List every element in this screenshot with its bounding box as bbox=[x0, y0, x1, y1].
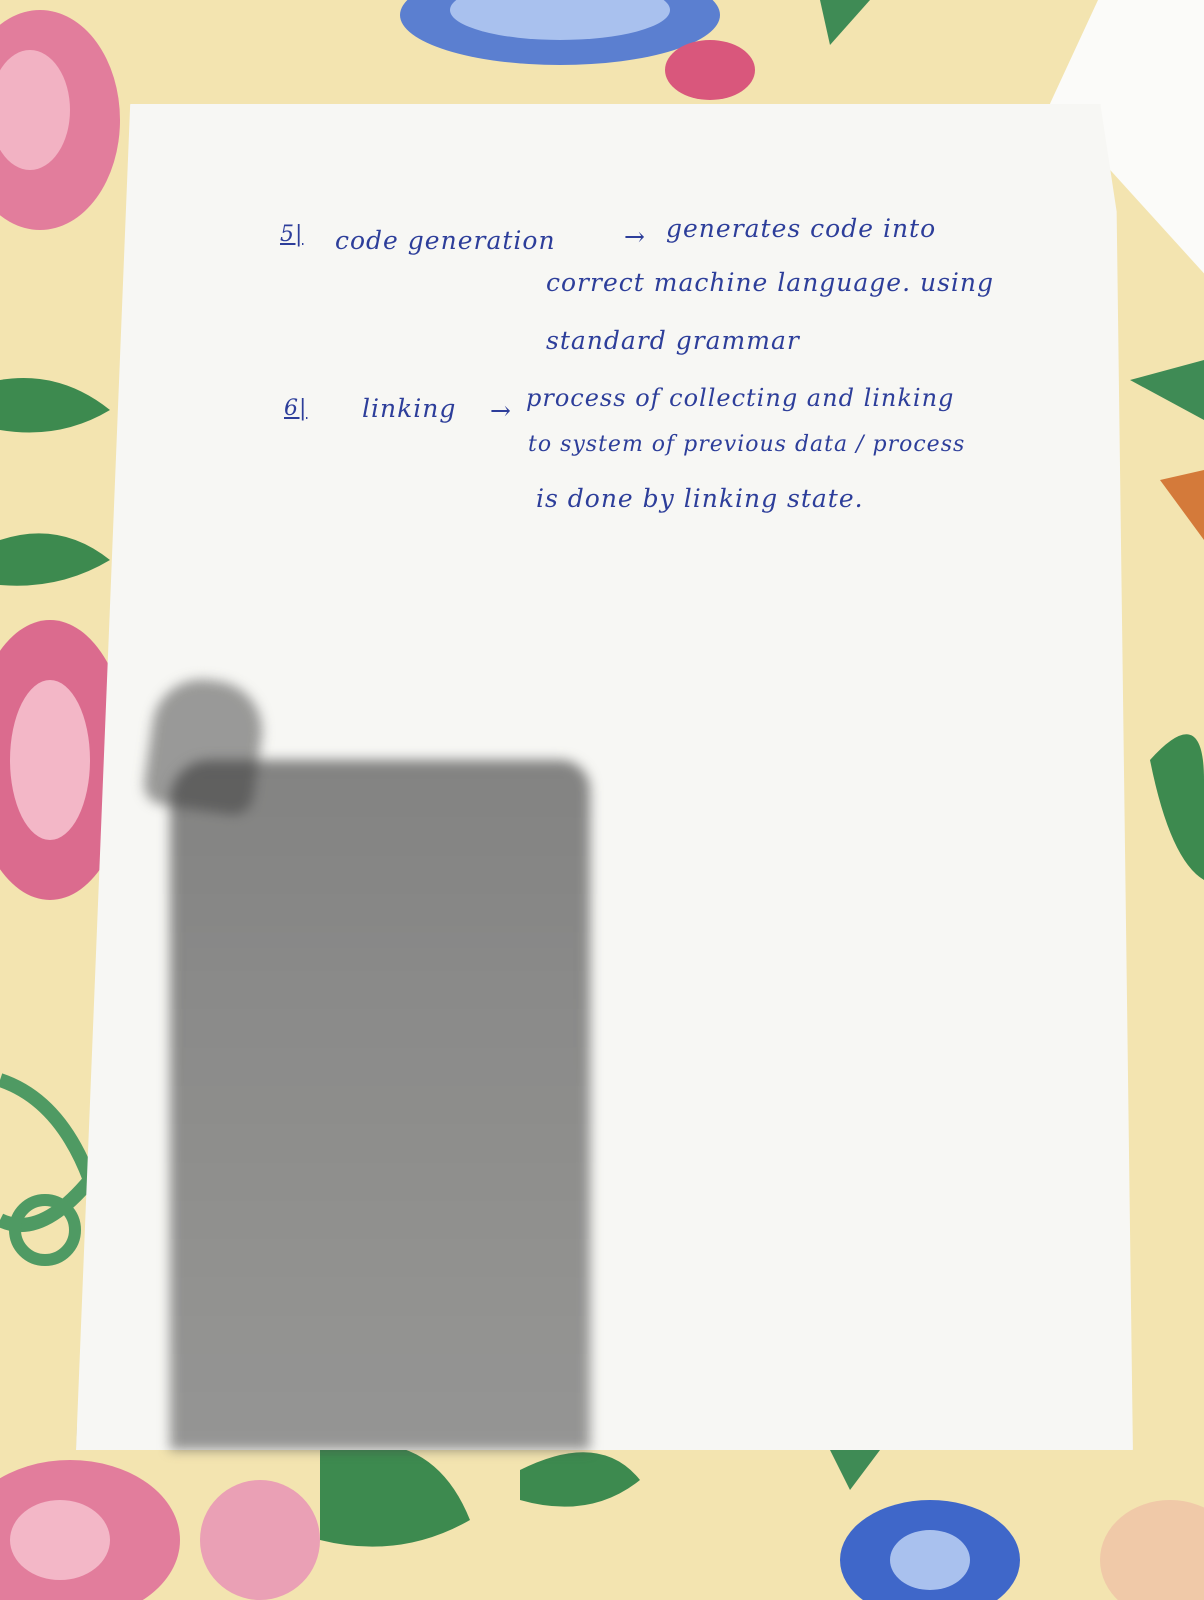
item-5-line-3: standard grammar bbox=[546, 326, 800, 355]
item-5-arrow: → bbox=[624, 222, 646, 251]
item-6-line-1: process of collecting and linking bbox=[526, 384, 955, 412]
item-5-line-2: correct machine language. using bbox=[546, 268, 995, 297]
item-5-term: code generation bbox=[335, 226, 556, 255]
item-6-line-2: to system of previous data / process bbox=[528, 432, 966, 457]
item-6-number: 6| bbox=[284, 396, 308, 421]
item-5-number: 5| bbox=[280, 222, 304, 247]
item-6-line-3: is done by linking state. bbox=[536, 484, 864, 513]
item-5-line-1: generates code into bbox=[666, 214, 937, 243]
item-6-arrow: → bbox=[490, 396, 512, 425]
hand-shadow bbox=[170, 760, 590, 1450]
item-6-term: linking bbox=[362, 394, 457, 423]
